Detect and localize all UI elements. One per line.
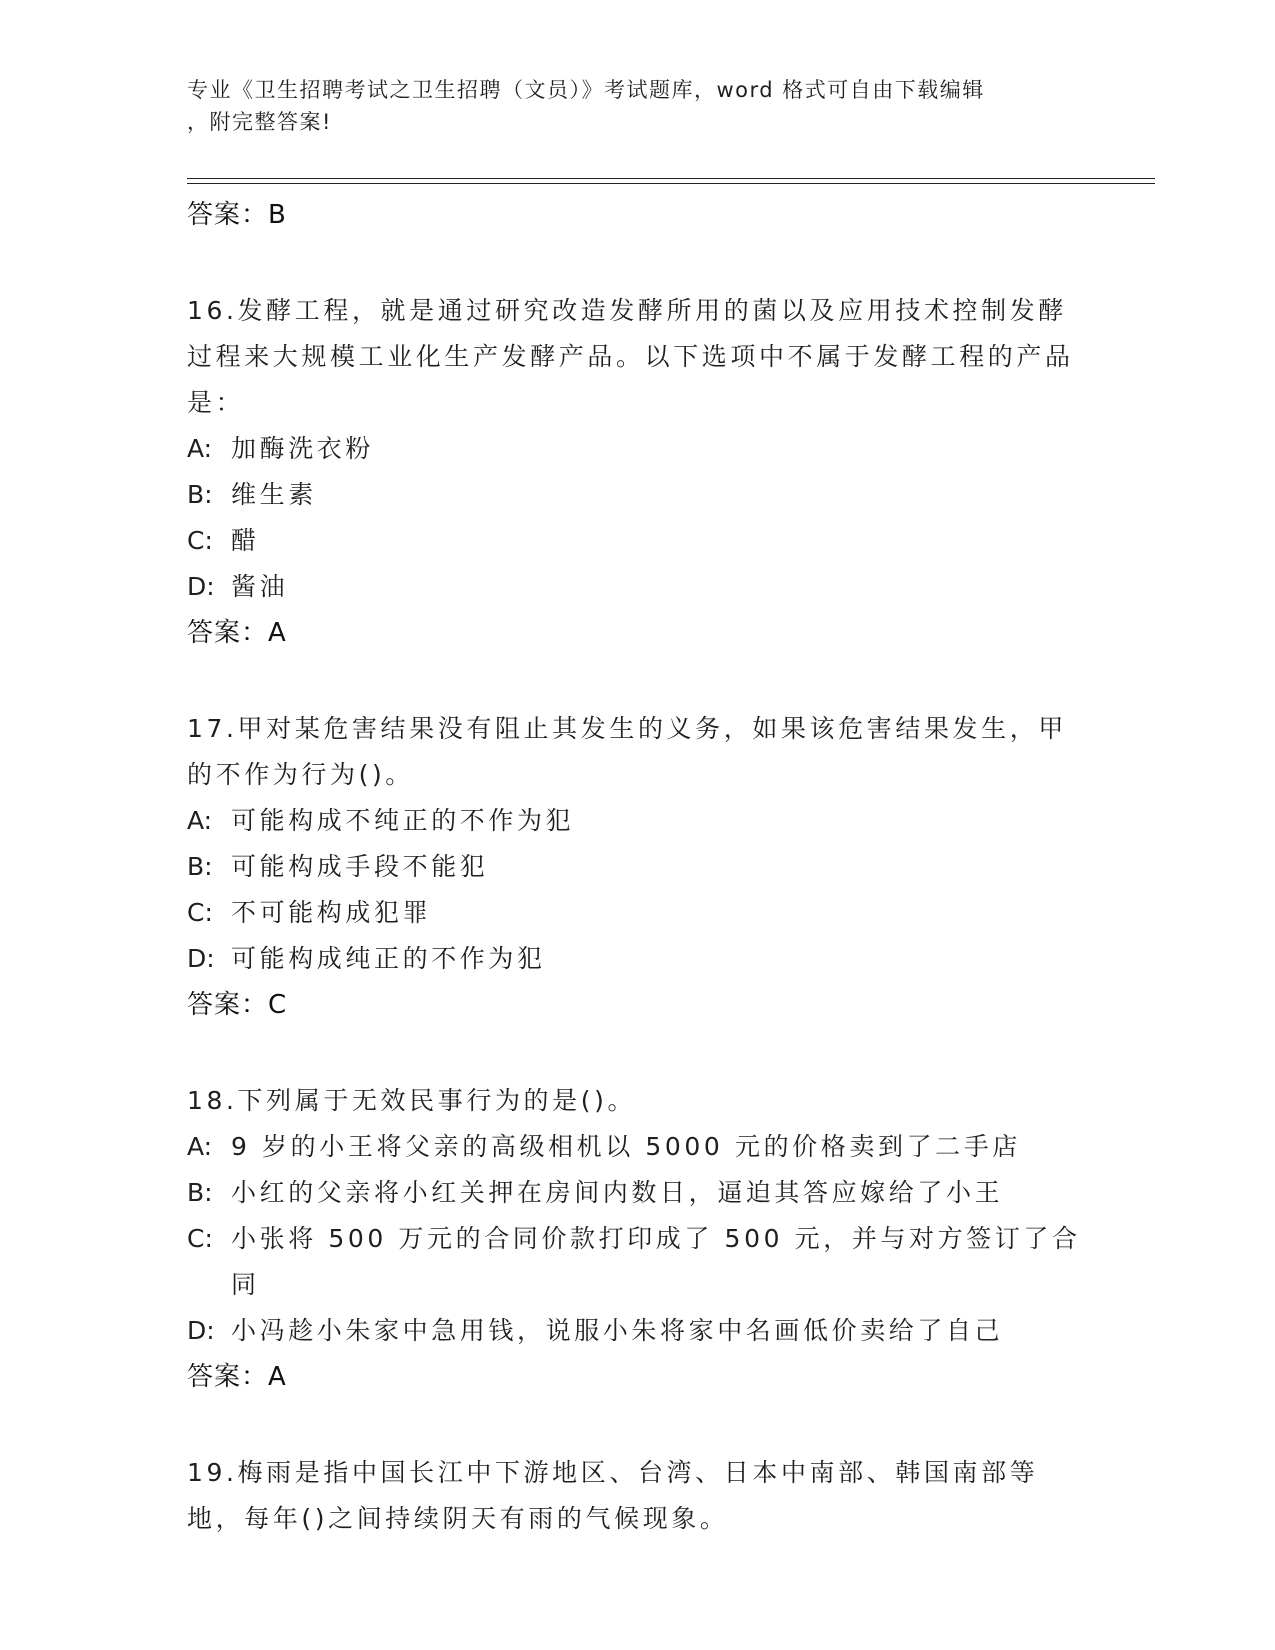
option-d bbox=[187, 1308, 1087, 1354]
option-key: B: bbox=[187, 852, 213, 881]
option-text: 醋 bbox=[231, 526, 260, 555]
option-text: 不可能构成犯罪 bbox=[231, 898, 432, 927]
option-text: 小张将 500 万元的合同价款打印成了 500 元，并与对方签订了合同 bbox=[231, 1224, 1081, 1299]
question-stem: 16.发酵工程，就是通过研究改造发酵所用的菌以及应用技术控制发酵过程来大规模工业化生产发酵产品。以下选项中不属于发酵工程的产品是： bbox=[187, 296, 1074, 417]
option-c bbox=[187, 1216, 1087, 1308]
option-text: 加酶洗衣粉 bbox=[231, 434, 375, 463]
answer-label: 答案： bbox=[187, 990, 269, 1020]
option-d bbox=[187, 564, 1087, 610]
question-stem: 18.下列属于无效民事行为的是()。 bbox=[187, 1086, 637, 1115]
option-key: C: bbox=[187, 1224, 213, 1253]
question-17 bbox=[187, 706, 1087, 1028]
header-line-2: ，附完整答案! bbox=[187, 110, 332, 134]
answer bbox=[187, 610, 1087, 656]
question-stem: 19.梅雨是指中国长江中下游地区、台湾、日本中南部、韩国南部等地，每年()之间持续阴天有雨的气候现象。 bbox=[187, 1458, 1039, 1533]
option-key: D: bbox=[187, 1316, 215, 1345]
option-key: D: bbox=[187, 572, 215, 601]
question-stem: 17.甲对某危害结果没有阻止其发生的义务，如果该危害结果发生，甲的不作为行为()。 bbox=[187, 714, 1067, 789]
answer bbox=[187, 1354, 1087, 1400]
option-b bbox=[187, 472, 1087, 518]
answer-value: A bbox=[268, 618, 287, 648]
question-19 bbox=[187, 1450, 1087, 1542]
option-text: 小冯趁小朱家中急用钱，说服小朱将家中名画低价卖给了自己 bbox=[231, 1316, 1004, 1345]
option-a bbox=[187, 426, 1087, 472]
option-c bbox=[187, 518, 1087, 564]
option-key: D: bbox=[187, 944, 215, 973]
answer-label: 答案： bbox=[187, 1362, 269, 1392]
question-16 bbox=[187, 288, 1087, 656]
header-line-1: 专业《卫生招聘考试之卫生招聘（文员）》考试题库，word 格式可自由下载编辑 bbox=[187, 78, 985, 102]
option-text: 可能构成纯正的不作为犯 bbox=[231, 944, 546, 973]
question-list bbox=[187, 188, 1087, 1542]
option-text: 9 岁的小王将父亲的高级相机以 5000 元的价格卖到了二手店 bbox=[231, 1132, 1021, 1161]
option-c bbox=[187, 890, 1087, 936]
question-18 bbox=[187, 1078, 1087, 1400]
option-text: 小红的父亲将小红关押在房间内数日，逼迫其答应嫁给了小王 bbox=[231, 1178, 1004, 1207]
option-key: C: bbox=[187, 526, 213, 555]
option-a bbox=[187, 1124, 1087, 1170]
option-key: C: bbox=[187, 898, 213, 927]
option-key: A: bbox=[187, 806, 213, 835]
option-key: B: bbox=[187, 480, 213, 509]
answer-label: 答案： bbox=[187, 618, 269, 648]
option-b bbox=[187, 1170, 1087, 1216]
option-text: 可能构成手段不能犯 bbox=[231, 852, 489, 881]
option-text: 酱油 bbox=[231, 572, 289, 601]
previous-answer bbox=[187, 192, 1087, 238]
answer-value: A bbox=[268, 1362, 287, 1392]
option-a bbox=[187, 798, 1087, 844]
option-text: 维生素 bbox=[231, 480, 317, 509]
option-key: A: bbox=[187, 1132, 213, 1161]
option-key: B: bbox=[187, 1178, 213, 1207]
option-key: A: bbox=[187, 434, 213, 463]
answer-label: 答案： bbox=[187, 200, 269, 230]
answer bbox=[187, 982, 1087, 1028]
header-divider-top bbox=[187, 178, 1155, 179]
answer-value: B bbox=[268, 200, 287, 230]
document-header bbox=[187, 74, 1067, 138]
option-d bbox=[187, 936, 1087, 982]
answer-value: C bbox=[268, 990, 288, 1020]
option-text: 可能构成不纯正的不作为犯 bbox=[231, 806, 575, 835]
option-b bbox=[187, 844, 1087, 890]
header-divider-bottom bbox=[187, 183, 1155, 184]
